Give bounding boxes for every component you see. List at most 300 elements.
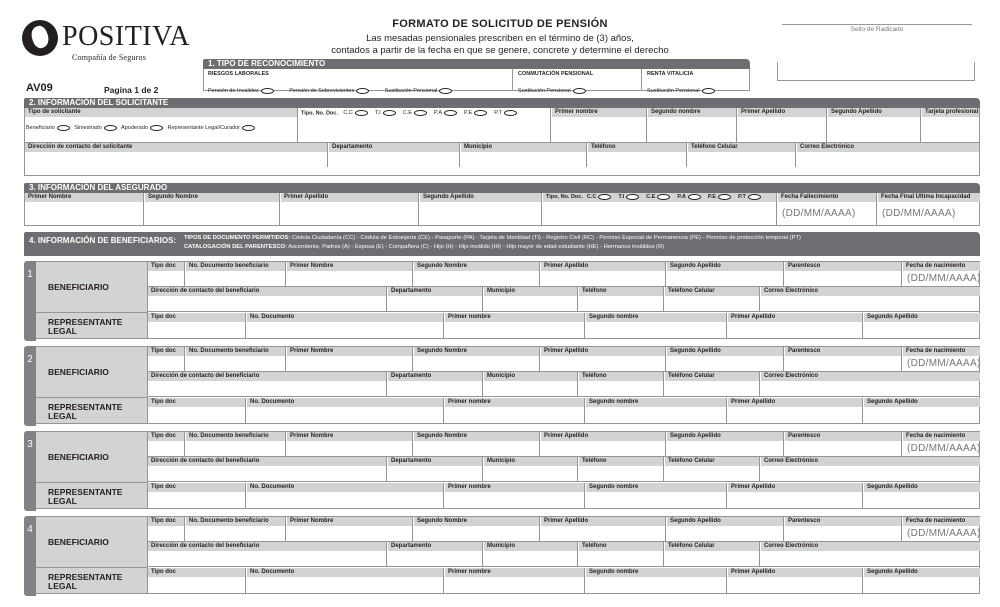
rep-tipo-doc-input[interactable] [148,577,245,593]
field-label: Departamento [329,143,459,152]
field-label: Tipo doc [148,313,245,322]
representante-row [148,483,979,509]
option-label: C.E [402,110,412,117]
field-label: Teléfono Celular [688,143,795,152]
rep-primer-apellido-input[interactable] [728,577,862,593]
beneficiario-label: BENEFICIARIO [36,346,148,397]
asegurado-segundo-apellido-input[interactable] [420,202,541,224]
solicitante-telefono-input[interactable] [588,152,686,166]
field-label: Primer nombre [445,313,584,322]
benef-correo-electronico-cell [761,542,980,566]
benef-primer-nombre-cell [287,262,413,286]
benef-correo-electronico-input[interactable] [761,551,980,565]
field-label: Segundo Nombre [414,347,539,356]
asegurado-tipo-doc-cell [543,193,777,225]
benef-no-documento-beneficiario-input[interactable] [186,526,285,540]
benef-primer-nombre-input[interactable] [287,441,412,455]
rep-primer-nombre-cell [445,398,585,424]
field-label: Teléfono [579,372,663,381]
benef-segundo-nombre-cell [414,347,540,371]
benef-segundo-apellido-input[interactable] [667,271,783,285]
option-label: C.C [343,110,353,117]
field-label: Segundo nombre [586,398,726,407]
fecha-ultima-incapacidad-input[interactable] [878,202,980,224]
benef-telefono-input[interactable] [579,381,663,395]
benef-primer-nombre-cell [287,517,413,541]
rep-primer-apellido-input[interactable] [728,407,862,423]
solicitante-municipio-input[interactable] [461,152,586,166]
radio-icon[interactable] [444,110,457,116]
rep-primer-apellido-input[interactable] [728,322,862,338]
field-label: Dirección de contacto del beneficiario [148,542,386,551]
asegurado-primer-apellido-input[interactable] [281,202,418,224]
field-label: Fecha Fallecimiento [778,193,876,202]
benef-fecha-de-nacimiento-input[interactable] [903,271,980,285]
radio-icon[interactable] [598,194,611,200]
benef-direccion-de-contacto-del-beneficiario-input[interactable] [148,381,386,395]
benef-municipio-input[interactable] [484,381,577,395]
section1-title: 1. TIPO DE RECONOCIMIENTO [203,59,750,69]
form-code: AV09 [26,82,53,94]
option-pension-invalidez[interactable] [208,88,277,94]
field-label: Tipo, No. Doc. [546,194,583,200]
benef-telefono-celular-input[interactable] [665,466,759,480]
group-renta-vitalicia [643,69,750,94]
opt-siniestrado[interactable] [74,125,120,131]
solicitante-primer-apellido-input[interactable] [738,117,826,141]
benef-correo-electronico-input[interactable] [761,296,980,310]
beneficiario-grid [148,516,980,594]
option-label: P.T [737,194,746,200]
radio-icon[interactable] [261,88,274,94]
benef-departamento-input[interactable] [388,551,482,565]
benef-primer-nombre-input[interactable] [287,356,412,370]
beneficiario-row-1 [148,432,979,457]
solicitante-direccion-de-contacto-del-solicitante-input[interactable] [25,152,327,166]
benef-telefono-celular-input[interactable] [665,551,759,565]
field-label: Segundo Apellido [864,398,980,407]
beneficiario-row-1 [148,262,979,287]
form-subtitle-2: contados a partir de la fecha en que se genere, concrete y determine el derecho [331,45,669,56]
benef-segundo-apellido-input[interactable] [667,441,783,455]
field-label: Tipo doc [148,432,184,441]
option-renta-sustitucion[interactable] [647,88,718,94]
rep-segundo-apellido-input[interactable] [864,577,980,593]
radio-icon[interactable] [150,125,163,131]
benef-telefono-celular-input[interactable] [665,381,759,395]
benef-primer-nombre-input[interactable] [287,271,412,285]
group-label: RIESGOS LABORALES [208,71,269,77]
benef-tipo-doc-input[interactable] [148,271,184,285]
radio-icon[interactable] [242,125,255,131]
field-label: Tipo doc [148,568,245,577]
beneficiario-label: BENEFICIARIO [36,431,148,482]
tipo-doc-cell [299,108,551,142]
benef-fecha-de-nacimiento-input[interactable] [903,356,980,370]
rep-no-documento-input[interactable] [247,322,443,338]
positiva-logo [22,20,190,62]
benef-no-documento-beneficiario-input[interactable] [186,356,285,370]
benef-municipio-cell [484,372,578,396]
option-label: Apoderado [121,125,148,132]
legend-label: CATALOGACIÓN DEL PARENTESCO: [184,244,287,250]
radio-icon[interactable] [573,88,586,94]
benef-tipo-doc-cell [148,262,185,286]
radio-icon[interactable] [657,194,670,200]
benef-telefono-celular-input[interactable] [665,296,759,310]
field-label: Parentesco [785,432,901,441]
option-pension-sobrevivientes[interactable] [289,88,372,94]
group-label: CONMUTACIÓN PENSIONAL [518,71,594,77]
benef-segundo-nombre-cell [414,432,540,456]
benef-departamento-input[interactable] [388,296,482,310]
asegurado-primer-nombre-input[interactable] [25,202,143,224]
solicitante-telefono-celular-cell [688,143,796,167]
benef-direccion-de-contacto-del-beneficiario-input[interactable] [148,296,386,310]
solicitante-telefono-celular-input[interactable] [688,152,795,166]
field-label: Segundo nombre [586,568,726,577]
rep-no-documento-input[interactable] [247,492,443,508]
radio-icon[interactable] [626,194,639,200]
solicitante-departamento-cell [329,143,460,167]
beneficiario-number: 1 [24,261,36,341]
benef-primer-apellido-cell [541,517,666,541]
option-conmutacion-sustitucion[interactable] [518,88,589,94]
section-solicitante [24,98,980,176]
rep-no-documento-cell [247,568,444,594]
benef-direccion-de-contacto-del-beneficiario-input[interactable] [148,466,386,480]
benef-segundo-nombre-input[interactable] [414,441,539,455]
radio-icon[interactable] [702,88,715,94]
benef-fecha-de-nacimiento-input[interactable] [903,441,980,455]
rep-primer-nombre-input[interactable] [445,322,584,338]
representante-row [148,568,979,594]
benef-telefono-input[interactable] [579,466,663,480]
field-label: Parentesco [785,262,901,271]
solicitante-segundo-apellido-input[interactable] [828,117,920,141]
field-label: Dirección de contacto del beneficiario [148,457,386,466]
benef-segundo-apellido-input[interactable] [667,356,783,370]
field-label: Primer Nombre [287,347,412,356]
benef-departamento-cell [388,372,483,396]
doc-types-legend [184,235,801,241]
beneficiario-number: 4 [24,516,36,596]
beneficiario-row-2 [148,542,979,567]
representante-label: REPRESENTANTE LEGAL [36,482,148,509]
benef-municipio-input[interactable] [484,466,577,480]
field-label: Segundo Nombre [145,193,279,202]
asegurado-segundo-apellido-cell [420,193,542,225]
rep-segundo-nombre-input[interactable] [586,407,726,423]
field-label: Segundo Apellido [864,483,980,492]
benef-segundo-apellido-input[interactable] [667,526,783,540]
benef-correo-electronico-cell [761,372,980,396]
benef-fecha-de-nacimiento-cell [903,262,980,286]
field-label: Segundo nombre [586,483,726,492]
beneficiario-row-2 [148,457,979,482]
benef-municipio-cell [484,287,578,311]
form-subtitle-1: Las mesadas pensionales prescriben en el término de (3) años, [366,33,634,44]
option-label: P.E [707,194,716,200]
benef-fecha-de-nacimiento-cell [903,517,980,541]
rep-no-documento-cell [247,398,444,424]
field-label: Correo Electrónico [761,457,980,466]
benef-primer-apellido-cell [541,432,666,456]
benef-no-documento-beneficiario-cell [186,432,286,456]
field-label: Parentesco [785,347,901,356]
field-label: Correo Electrónico [761,372,980,381]
benef-telefono-input[interactable] [579,296,663,310]
benef-primer-apellido-input[interactable] [541,356,665,370]
option-label: T.I [618,194,625,200]
benef-segundo-apellido-cell [667,347,784,371]
field-label: Segundo Apellido [667,432,783,441]
form-title-block [290,18,710,57]
field-label: Municipio [484,372,577,381]
benef-parentesco-input[interactable] [785,356,901,370]
brand-tagline: Compañía de Seguros [72,53,147,62]
field-label: Fecha de nacimiento [903,517,980,526]
benef-tipo-doc-input[interactable] [148,441,184,455]
benef-municipio-cell [484,542,578,566]
opt-beneficiario[interactable] [26,125,73,131]
option-sustitucion-pensional[interactable] [385,88,456,94]
field-label: No. Documento [247,313,443,322]
benef-municipio-input[interactable] [484,551,577,565]
field-label: Primer Apellido [728,568,862,577]
field-label: Teléfono Celular [665,372,759,381]
stamp-line [782,24,972,25]
field-label: Tipo doc [148,398,245,407]
section4-title: 4. INFORMACIÓN DE BENEFICIARIOS: [29,236,177,245]
benef-telefono-cell [579,372,664,396]
benef-parentesco-input[interactable] [785,441,901,455]
radio-icon[interactable] [383,110,396,116]
section3-title: 3. INFORMACIÓN DEL ASEGURADO [24,183,980,193]
solicitante-departamento-input[interactable] [329,152,459,166]
field-label: Teléfono [588,143,686,152]
field-label: Segundo Nombre [414,432,539,441]
benef-no-documento-beneficiario-cell [186,347,286,371]
radio-icon[interactable] [688,194,701,200]
rep-no-documento-input[interactable] [247,577,443,593]
rep-no-documento-cell [247,483,444,509]
solicitante-tarjeta-profesional-cell [922,108,979,142]
rep-primer-apellido-cell [728,313,863,339]
radio-icon[interactable] [57,125,70,131]
solicitante-doc-input[interactable] [299,116,550,136]
representante-row [148,398,979,424]
option-label: P.A [433,110,443,117]
opt-apoderado[interactable] [121,125,166,131]
beneficiario-grid [148,431,980,509]
beneficiario-label: BENEFICIARIO [36,516,148,567]
benef-fecha-de-nacimiento-input[interactable] [903,526,980,540]
rep-primer-apellido-input[interactable] [728,492,862,508]
option-label: Sustitución Pensional [647,88,700,94]
field-label: No. Documento beneficiario [186,262,285,271]
rep-tipo-doc-input[interactable] [148,322,245,338]
field-label: Primer nombre [552,108,646,117]
benef-correo-electronico-cell [761,287,980,311]
field-label: Segundo nombre [586,313,726,322]
rep-segundo-apellido-cell [864,483,980,509]
field-label: Fecha de nacimiento [903,262,980,271]
field-label: Primer Apellido [541,262,665,271]
solicitante-primer-nombre-input[interactable] [552,117,646,141]
rep-segundo-nombre-cell [586,483,727,509]
radio-icon[interactable] [504,110,517,116]
solicitante-primer-apellido-cell [738,108,827,142]
benef-direccion-de-contacto-del-beneficiario-input[interactable] [148,551,386,565]
benef-parentesco-cell [785,517,902,541]
option-label: Sustitución Pensional [384,88,438,94]
rep-tipo-doc-input[interactable] [148,492,245,508]
field-label: Correo Electrónico [761,542,980,551]
radio-icon[interactable] [439,88,452,94]
parentesco-legend [184,244,664,250]
solicitante-segundo-nombre-input[interactable] [648,117,736,141]
representante-label: REPRESENTANTE LEGAL [36,397,148,424]
benef-primer-nombre-cell [287,347,413,371]
option-label: Beneficiario [26,125,55,132]
asegurado-doc-input[interactable] [543,202,776,224]
benef-primer-apellido-input[interactable] [541,271,665,285]
beneficiario-grid [148,346,980,424]
tipo-solicitante-cell [25,108,298,142]
field-label: Primer Apellido [541,347,665,356]
group-label: RENTA VITALICIA [647,71,694,77]
asegurado-segundo-nombre-input[interactable] [145,202,279,224]
field-label: Departamento [388,287,482,296]
field-label: Correo Electrónico [761,287,980,296]
radio-icon[interactable] [104,125,117,131]
benef-departamento-input[interactable] [388,381,482,395]
benef-no-documento-beneficiario-input[interactable] [186,271,285,285]
rep-tipo-doc-cell [148,483,246,509]
benef-primer-nombre-input[interactable] [287,526,412,540]
benef-municipio-cell [484,457,578,481]
benef-telefono-cell [579,287,664,311]
field-label: Primer Apellido [541,517,665,526]
section-tipo-reconocimiento [203,59,750,94]
benef-direccion-de-contacto-del-beneficiario-cell [148,457,387,481]
field-label: No. Documento [247,483,443,492]
benef-correo-electronico-input[interactable] [761,466,980,480]
field-label: Municipio [484,457,577,466]
rep-primer-nombre-cell [445,568,585,594]
rep-primer-nombre-input[interactable] [445,492,584,508]
fecha-fallecimiento-input[interactable] [778,202,876,224]
rep-no-documento-input[interactable] [247,407,443,423]
field-label: Teléfono [579,457,663,466]
logo-emblem-icon [22,20,58,56]
radio-icon[interactable] [718,194,731,200]
section-asegurado [24,183,980,226]
benef-segundo-nombre-input[interactable] [414,526,539,540]
legend-text: Cédula Ciudadanía (CC) - Cédula de Extranjería (CE) - Pasaporte (PA) - Tarjeta de Identidad (TI) - Registro Civil (RC) - Permiso Especial de Permanencia (PE) - Permiso de protección temporal (PT) [291,235,801,241]
rep-segundo-nombre-input[interactable] [586,322,726,338]
form-title: FORMATO DE SOLICITUD DE PENSIÓN [392,18,608,30]
rep-segundo-apellido-input[interactable] [864,322,980,338]
radio-icon[interactable] [474,110,487,116]
rep-primer-nombre-input[interactable] [445,577,584,593]
field-label: Segundo Apellido [864,313,980,322]
benef-departamento-input[interactable] [388,466,482,480]
field-label: Departamento [388,457,482,466]
field-label: No. Documento beneficiario [186,347,285,356]
option-label: C.E [646,194,656,200]
field-label: Primer Apellido [728,398,862,407]
rep-segundo-nombre-input[interactable] [586,577,726,593]
benef-tipo-doc-input[interactable] [148,356,184,370]
rep-primer-nombre-input[interactable] [445,407,584,423]
benef-fecha-de-nacimiento-cell [903,347,980,371]
benef-primer-apellido-input[interactable] [541,526,665,540]
rep-tipo-doc-input[interactable] [148,407,245,423]
benef-parentesco-cell [785,432,902,456]
option-label: Pensión de Invalidez [208,88,259,94]
benef-parentesco-input[interactable] [785,526,901,540]
benef-tipo-doc-input[interactable] [148,526,184,540]
benef-telefono-input[interactable] [579,551,663,565]
field-label: No. Documento beneficiario [186,432,285,441]
benef-telefono-cell [579,457,664,481]
benef-parentesco-input[interactable] [785,271,901,285]
beneficiario-block [24,516,980,596]
field-label: No. Documento beneficiario [186,517,285,526]
rep-segundo-nombre-input[interactable] [586,492,726,508]
solicitante-tarjeta-profesional-input[interactable] [922,117,979,141]
benef-no-documento-beneficiario-cell [186,262,286,286]
radio-icon[interactable] [414,110,427,116]
benef-direccion-de-contacto-del-beneficiario-cell [148,287,387,311]
rep-tipo-doc-cell [148,313,246,339]
rep-segundo-apellido-cell [864,313,980,339]
rep-segundo-nombre-cell [586,398,727,424]
benef-primer-apellido-cell [541,347,666,371]
rep-segundo-apellido-input[interactable] [864,407,980,423]
field-label: Primer Apellido [738,108,826,117]
benef-telefono-celular-cell [665,457,760,481]
field-label: Tipo de solicitante [25,108,297,117]
option-label: C.C [586,194,597,200]
field-label: Segundo Apellido [864,568,980,577]
legend-label: TIPOS DE DOCUMENTO PERMITIDOS: [184,235,291,241]
benef-primer-apellido-input[interactable] [541,441,665,455]
field-label: Primer Apellido [281,193,418,202]
solicitante-municipio-cell [461,143,587,167]
rep-segundo-nombre-cell [586,568,727,594]
benef-no-documento-beneficiario-input[interactable] [186,441,285,455]
rep-primer-nombre-cell [445,483,585,509]
radio-icon[interactable] [355,110,368,116]
beneficiario-row-1 [148,347,979,372]
stamp-box [777,62,975,81]
solicitante-correo-electronico-input[interactable] [797,152,979,166]
benef-segundo-nombre-input[interactable] [414,271,539,285]
field-label: Teléfono Celular [665,287,759,296]
rep-segundo-apellido-input[interactable] [864,492,980,508]
benef-segundo-nombre-input[interactable] [414,356,539,370]
opt-representante[interactable] [168,125,258,131]
radio-icon[interactable] [356,88,369,94]
benef-telefono-cell [579,542,664,566]
benef-municipio-input[interactable] [484,296,577,310]
radio-icon[interactable] [748,194,761,200]
benef-correo-electronico-input[interactable] [761,381,980,395]
field-label: Primer Apellido [728,483,862,492]
